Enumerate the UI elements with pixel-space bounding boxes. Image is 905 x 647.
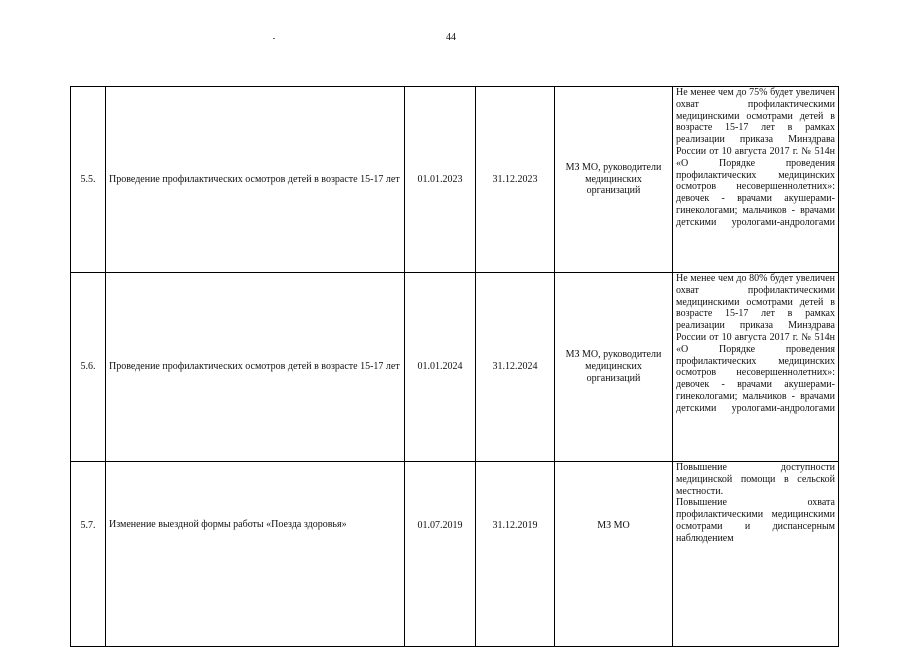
expected-result: Не менее чем до 80% будет увеличен охват профилактическими медицинскими осмотрами детей в возрасте 15-17 лет в рамках реализации приказа Минздрава России от 10 августа 2017 г. № 514н «О Порядке проведения профилактических медицинских осмотров несовершеннолетних»: девочек - врачами акушерами-гинекологами; мальчиков - врачами детскими урологами-андрологами <box>673 273 839 462</box>
responsible-party: МЗ МО <box>555 462 673 647</box>
activity-name: Изменение выездной формы работы «Поезда здоровья» <box>106 462 405 647</box>
row-number: 5.5. <box>71 87 106 273</box>
row-number: 5.6. <box>71 273 106 462</box>
activity-name: Проведение профилактических осмотров детей в возрасте 15-17 лет <box>106 273 405 462</box>
row-number: 5.7. <box>71 462 106 647</box>
start-date: 01.01.2023 <box>405 87 476 273</box>
end-date: 31.12.2019 <box>476 462 555 647</box>
start-date: 01.07.2019 <box>405 462 476 647</box>
start-date: 01.01.2024 <box>405 273 476 462</box>
end-date: 31.12.2023 <box>476 87 555 273</box>
table-row <box>71 273 839 462</box>
expected-result: Не менее чем до 75% будет увеличен охват профилактическими медицинскими осмотрами детей в возрасте 15-17 лет в рамках реализации приказа Минздрава России от 10 августа 2017 г. № 514н «О Порядке проведения профилактических медицинских осмотров несовершеннолетних»: девочек - врачами акушерами-гинекологами; мальчиков - врачами детскими урологами-андрологами <box>673 87 839 273</box>
activities-table <box>70 86 839 647</box>
table-row <box>71 462 839 647</box>
activity-name: Проведение профилактических осмотров детей в возрасте 15-17 лет <box>106 87 405 273</box>
end-date: 31.12.2024 <box>476 273 555 462</box>
result-line: Повышение охвата профилактическими медицинскими осмотрами и диспансерным наблюдением <box>676 497 835 544</box>
responsible-party: МЗ МО, руководители медицинских организаций <box>555 87 673 273</box>
table-row <box>71 87 839 273</box>
expected-result <box>673 462 839 647</box>
responsible-party: МЗ МО, руководители медицинских организаций <box>555 273 673 462</box>
page-number: 44 <box>446 32 456 43</box>
result-line: Повышение доступности медицинской помощи в сельской местности. <box>676 462 835 497</box>
scan-speck <box>273 38 275 39</box>
